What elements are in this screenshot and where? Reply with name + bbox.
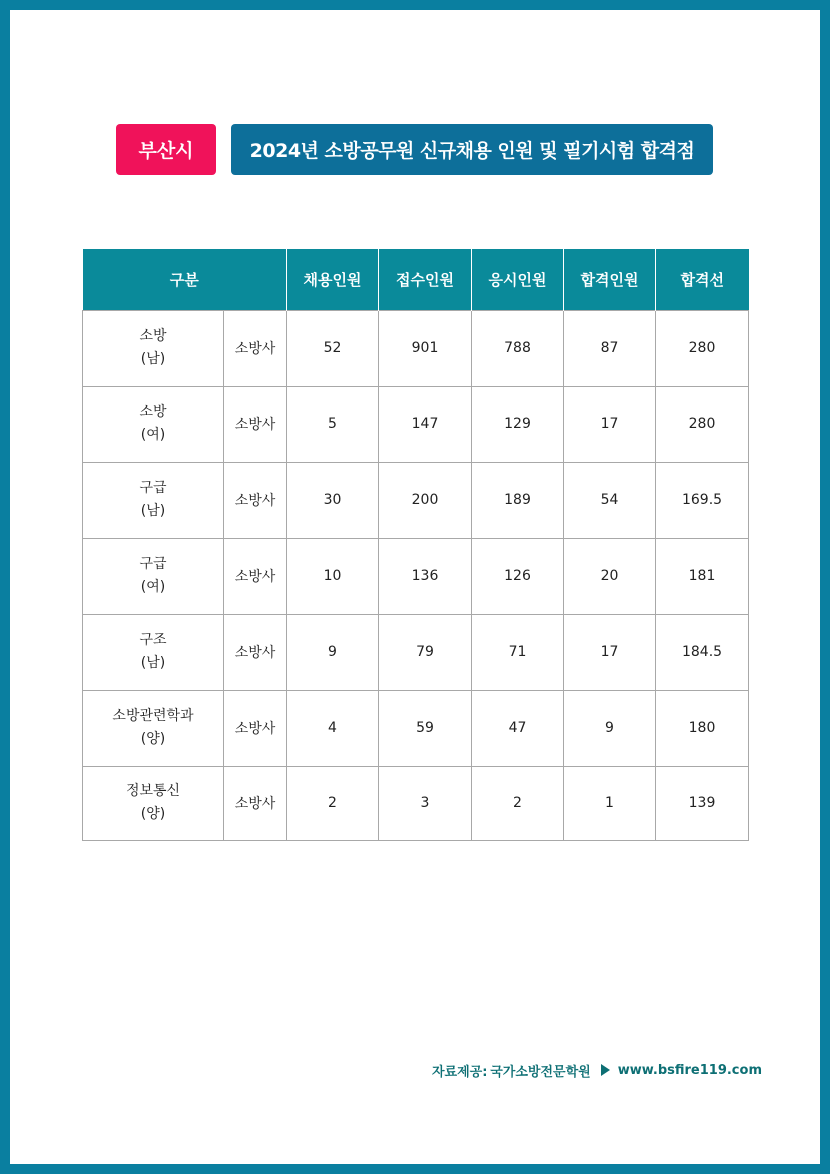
table-header-row [83,249,749,310]
header-hire: 채용인원 [287,249,379,310]
category-name: 소방 [139,404,167,420]
category-gender: (남) [140,351,166,367]
category-cell [83,386,224,462]
category-cell [83,538,224,614]
header-exam: 응시인원 [472,249,564,310]
category-cell [83,310,224,386]
table-row [83,766,749,840]
pass-cell: 54 [564,462,656,538]
position-cell: 소방사 [224,538,287,614]
category-gender: (여) [140,427,166,443]
category-gender: (남) [140,655,166,671]
hire-cell: 2 [287,766,379,840]
category-gender: (양) [140,731,166,747]
cutoff-cell: 184.5 [656,614,749,690]
header-cutoff: 합격선 [656,249,749,310]
header-pass: 합격인원 [564,249,656,310]
apply-cell: 79 [379,614,472,690]
category-gender: (양) [140,806,166,822]
cutoff-cell: 280 [656,310,749,386]
table-row [83,386,749,462]
exam-cell: 788 [472,310,564,386]
position-cell: 소방사 [224,462,287,538]
pass-cell: 1 [564,766,656,840]
position-cell: 소방사 [224,386,287,462]
cutoff-cell: 280 [656,386,749,462]
category-name: 정보통신 [125,783,181,799]
cutoff-cell: 180 [656,690,749,766]
cutoff-cell: 169.5 [656,462,749,538]
category-cell [83,690,224,766]
page-title: 2024년 소방공무원 신규채용 인원 및 필기시험 합격점 [231,124,713,175]
exam-cell: 2 [472,766,564,840]
hire-cell: 5 [287,386,379,462]
hire-cell: 10 [287,538,379,614]
category-gender: (여) [140,579,166,595]
hire-cell: 4 [287,690,379,766]
pass-cell: 9 [564,690,656,766]
pass-cell: 87 [564,310,656,386]
cutoff-cell: 181 [656,538,749,614]
header-apply: 접수인원 [379,249,472,310]
table-row [83,690,749,766]
exam-cell: 129 [472,386,564,462]
cutoff-cell: 139 [656,766,749,840]
source-footer [432,1060,762,1080]
header-category: 구분 [83,249,287,310]
hire-cell: 52 [287,310,379,386]
source-name: 국가소방전문학원 [490,1064,591,1080]
table-row [83,614,749,690]
hire-cell: 30 [287,462,379,538]
position-cell: 소방사 [224,690,287,766]
city-badge: 부산시 [116,124,216,175]
pass-cell: 17 [564,386,656,462]
table-row [83,462,749,538]
apply-cell: 147 [379,386,472,462]
exam-cell: 126 [472,538,564,614]
hire-cell: 9 [287,614,379,690]
table-row [83,538,749,614]
category-gender: (남) [140,503,166,519]
results-table [82,249,749,841]
category-name: 구급 [139,480,167,496]
pass-cell: 17 [564,614,656,690]
source-url: www.bsfire119.com [617,1062,762,1078]
position-cell: 소방사 [224,614,287,690]
category-cell [83,462,224,538]
table-row [83,310,749,386]
category-cell [83,614,224,690]
pass-cell: 20 [564,538,656,614]
category-name: 소방관련학과 [112,708,194,724]
position-cell: 소방사 [224,310,287,386]
exam-cell: 71 [472,614,564,690]
arrow-right-icon [601,1064,610,1076]
apply-cell: 3 [379,766,472,840]
apply-cell: 59 [379,690,472,766]
source-label: 자료제공: [432,1064,488,1080]
category-name: 구조 [139,632,167,648]
category-name: 소방 [139,328,167,344]
position-cell: 소방사 [224,766,287,840]
category-name: 구급 [139,556,167,572]
header [0,124,830,175]
apply-cell: 200 [379,462,472,538]
exam-cell: 189 [472,462,564,538]
apply-cell: 901 [379,310,472,386]
exam-cell: 47 [472,690,564,766]
apply-cell: 136 [379,538,472,614]
category-cell [83,766,224,840]
